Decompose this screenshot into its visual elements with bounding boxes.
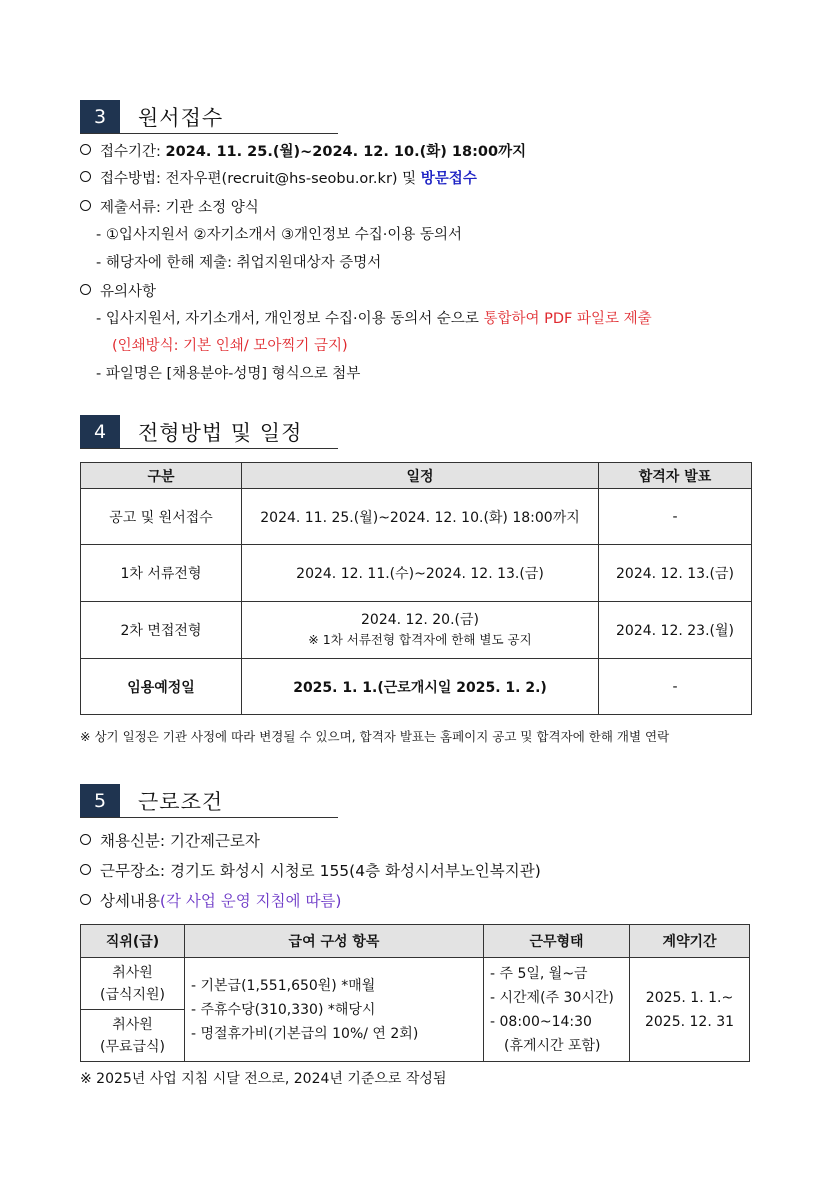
work-item: - 08:00~14:30 <box>490 1013 592 1030</box>
application-period <box>80 140 526 161</box>
notes-sub1-prefix: - 입사지원서, 자기소개서, 개인정보 수집·이용 동의서 순으로 <box>96 311 484 327</box>
stage-cell: 공고 및 원서접수 <box>81 489 242 545</box>
contract-end: 2025. 12. 31 <box>644 1013 735 1030</box>
table-row <box>81 659 752 715</box>
notes-sub2: - 파일명은 [채용분야-성명] 형식으로 첨부 <box>96 366 361 382</box>
table-row <box>81 545 752 602</box>
circle-bullet-icon <box>80 864 91 875</box>
schedule-date: 2024. 12. 20.(금) <box>361 612 479 628</box>
circle-bullet-icon <box>80 894 91 905</box>
notes-sub1-highlight: 통합하여 PDF 파일로 제출 <box>483 311 652 327</box>
period-label: 접수기간: <box>100 144 166 160</box>
section-number-badge: 4 <box>80 415 120 448</box>
schedule-cell <box>242 602 599 659</box>
section-title: 전형방법 및 일정 <box>138 421 303 445</box>
details-label: 상세내용 <box>100 892 160 910</box>
schedule-cell: 2024. 11. 25.(월)~2024. 12. 10.(화) 18:00까지 <box>242 489 599 545</box>
schedule-cell: 2025. 1. 1.(근로개시일 2025. 1. 2.) <box>242 659 599 715</box>
work-type-cell <box>484 958 630 1062</box>
position-type: (급식지원) <box>99 986 166 1003</box>
documents-text: 제출서류: 기관 소정 양식 <box>100 200 259 216</box>
table-header: 합격자 발표 <box>599 463 752 489</box>
schedule-note: ※ 1차 서류전형 합격자에 한해 별도 공지 <box>308 632 532 647</box>
table-header: 급여 구성 항목 <box>185 925 484 958</box>
position-name: 취사원 <box>112 964 153 981</box>
schedule-cell: 2024. 12. 11.(수)~2024. 12. 13.(금) <box>242 545 599 602</box>
pay-item: - 명절휴가비(기본급의 10%/ 연 2회) <box>191 1025 419 1042</box>
details-highlight: (각 사업 운영 지침에 따름) <box>159 892 342 910</box>
table-header: 계약기간 <box>630 925 750 958</box>
table-row <box>81 958 750 1010</box>
documents-sub1: - ①입사지원서 ②자기소개서 ③개인정보 수집·이용 동의서 <box>96 227 463 243</box>
pay-item: - 기본급(1,551,650원) *매월 <box>191 977 376 994</box>
table-header: 일정 <box>242 463 599 489</box>
section-number-badge: 3 <box>80 100 120 133</box>
circle-bullet-icon <box>80 171 91 182</box>
conditions-note: ※ 2025년 사업 지침 시달 전으로, 2024년 기준으로 작성됨 <box>80 1071 447 1087</box>
position-cell <box>81 1010 185 1062</box>
notes-title <box>80 280 156 301</box>
section-title: 원서접수 <box>138 106 224 130</box>
circle-bullet-icon <box>80 200 91 211</box>
conditions-table <box>80 924 750 1062</box>
work-item: (휴게시간 포함) <box>504 1037 601 1054</box>
table-row <box>81 602 752 659</box>
stage-cell: 2차 면접전형 <box>81 602 242 659</box>
details <box>80 889 341 911</box>
documents-sub2: - 해당자에 한해 제출: 취업지원대상자 증명서 <box>96 255 382 271</box>
work-item: - 주 5일, 월~금 <box>490 965 588 982</box>
notes-sub1-continuation: (인쇄방식: 기본 인쇄/ 모아찍기 금지) <box>112 338 348 354</box>
section-number-badge: 5 <box>80 784 120 817</box>
circle-bullet-icon <box>80 284 91 295</box>
result-cell: 2024. 12. 13.(금) <box>599 545 752 602</box>
schedule-note: ※ 상기 일정은 기관 사정에 따라 변경될 수 있으며, 합격자 발표는 홈페이지 공고 및 합격자에 한해 개별 연락 <box>80 729 670 744</box>
pay-item: - 주휴수당(310,330) *해당시 <box>191 1001 376 1018</box>
work-location <box>80 859 541 881</box>
notes-sub1 <box>96 307 652 328</box>
required-documents <box>80 196 259 217</box>
notes-title-text: 유의사항 <box>100 284 157 300</box>
circle-bullet-icon <box>80 834 91 845</box>
table-row <box>81 489 752 545</box>
stage-cell: 임용예정일 <box>81 659 242 715</box>
result-cell: - <box>599 489 752 545</box>
circle-bullet-icon <box>80 144 91 155</box>
work-item: - 시간제(주 30시간) <box>490 989 614 1006</box>
section-underline <box>80 133 338 134</box>
section-title: 근로조건 <box>138 790 224 814</box>
method-highlight: 방문접수 <box>420 171 477 187</box>
table-header: 구분 <box>81 463 242 489</box>
employment-status <box>80 829 260 851</box>
position-cell <box>81 958 185 1010</box>
location-text: 근무장소: 경기도 화성시 시청로 155(4층 화성시서부노인복지관) <box>100 862 541 880</box>
result-cell: 2024. 12. 23.(월) <box>599 602 752 659</box>
application-method <box>80 167 477 188</box>
result-cell: - <box>599 659 752 715</box>
contract-start: 2025. 1. 1.~ <box>645 989 734 1006</box>
schedule-table <box>80 462 752 715</box>
status-text: 채용신분: 기간제근로자 <box>100 832 260 850</box>
table-header: 직위(급) <box>81 925 185 958</box>
position-name: 취사원 <box>112 1016 153 1033</box>
stage-cell: 1차 서류전형 <box>81 545 242 602</box>
pay-items-cell <box>185 958 484 1062</box>
table-header: 근무형태 <box>484 925 630 958</box>
position-type: (무료급식) <box>99 1038 166 1055</box>
method-label: 접수방법: 전자우편(recruit@hs-seobu.or.kr) 및 <box>100 171 421 187</box>
section-underline <box>80 817 338 818</box>
contract-period-cell <box>630 958 750 1062</box>
section-underline <box>80 448 338 449</box>
period-value: 2024. 11. 25.(월)~2024. 12. 10.(화) 18:00까지 <box>165 144 527 160</box>
